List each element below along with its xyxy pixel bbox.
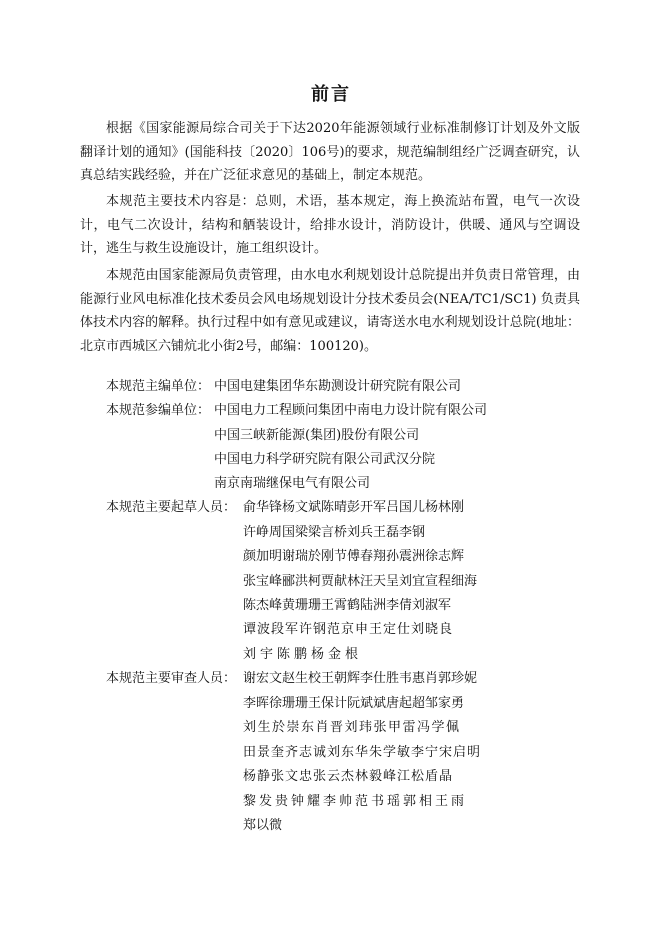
reviewers-row (80, 667, 600, 691)
drafter-names-line: 张宝峰郦洪柯贾献林汪天呈刘宜宣程细海 (243, 574, 478, 589)
reviewer-names-line: 谢宏文赵生校王朝辉李仕胜韦惠肖郭珍妮 (243, 671, 478, 686)
paragraph-management: 本规范由国家能源局负责管理，由水电水利规划设计总院提出并负责日常管理，由能源行业风电标准化技术委员会风电场规划设计分技术委员会(NEA/TC1/SC1) 负责具体技术内容的解释。执行过程中如有意见或建议，请寄送水电水利规划设计总院(地址：北京市西城区六铺炕北小街2号，邮编：100120)。 (80, 268, 580, 354)
participating-unit: 中国电力科学研究院有限公司武汉分院 (214, 452, 436, 467)
reviewers-label: 本规范主要审查人员： (106, 671, 237, 686)
drafter-names-line: 许峥周国梁梁言桥刘兵王磊李钢 (243, 525, 426, 540)
drafter-names-line: 谭波段军许钢范京申王定仕刘晓良 (243, 622, 454, 637)
participating-unit: 中国电力工程顾问集团中南电力设计院有限公司 (214, 403, 488, 418)
reviewer-names-line: 刘生於崇东肖晋刘玮张甲雷冯学佩 (243, 720, 461, 735)
chief-editor-row (80, 375, 600, 399)
reviewer-names-line: 田景奎齐志诚刘东华朱学敏李宁宋启明 (243, 745, 482, 760)
paragraph-basis: 根据《国家能源局综合司关于下达2020年能源领域行业标准制修订计划及外文版翻译计划的通知》(国能科技〔2020〕106号)的要求，规范编制组经广泛调查研究，认真总结实践经验，并在广泛征求意见的基础上，制定本规范。 (80, 121, 580, 184)
drafters-label: 本规范主要起草人员： (106, 500, 237, 515)
chief-editor-unit: 中国电建集团华东勘测设计研究院有限公司 (214, 379, 462, 394)
drafter-names-line: 陈杰峰黄珊珊王霄鹤陆洲李倩刘淑军 (243, 598, 452, 613)
reviewer-names-line: 李晖徐珊珊王保计阮斌斌唐起超邹家勇 (243, 696, 465, 711)
drafter-names-line: 俞华锋杨文斌陈晴彭开军吕国儿杨林刚 (243, 500, 465, 515)
participating-label: 本规范参编单位： (106, 403, 211, 418)
reviewer-names-line: 黎发贵钟耀李帅范书瑶郭相王雨 (243, 794, 468, 809)
participating-unit: 南京南瑞继保电气有限公司 (214, 476, 371, 491)
participating-unit: 中国三峡新能源(集团)股份有限公司 (214, 428, 420, 443)
participating-row (80, 399, 600, 423)
chief-editor-label: 本规范主编单位： (106, 379, 211, 394)
drafter-names-line: 颜加明谢瑞於刚节傅春翔孙震洲徐志辉 (243, 549, 465, 564)
paragraph-content: 本规范主要技术内容是：总则，术语，基本规定，海上换流站布置，电气一次设计，电气二次设计，结构和舾装设计，给排水设计，消防设计，供暖、通风与空调设计，逃生与救生设施设计，施工组织设计。 (80, 194, 580, 257)
drafters-row (80, 496, 600, 520)
page-title: 前言 (311, 84, 351, 105)
reviewer-names-line: 杨静张文忠张云杰林毅峰江松盾晶 (243, 769, 454, 784)
drafter-names-line: 刘宇陈鹏杨金根 (243, 647, 363, 662)
reviewer-names-line: 郑以微 (243, 818, 283, 833)
